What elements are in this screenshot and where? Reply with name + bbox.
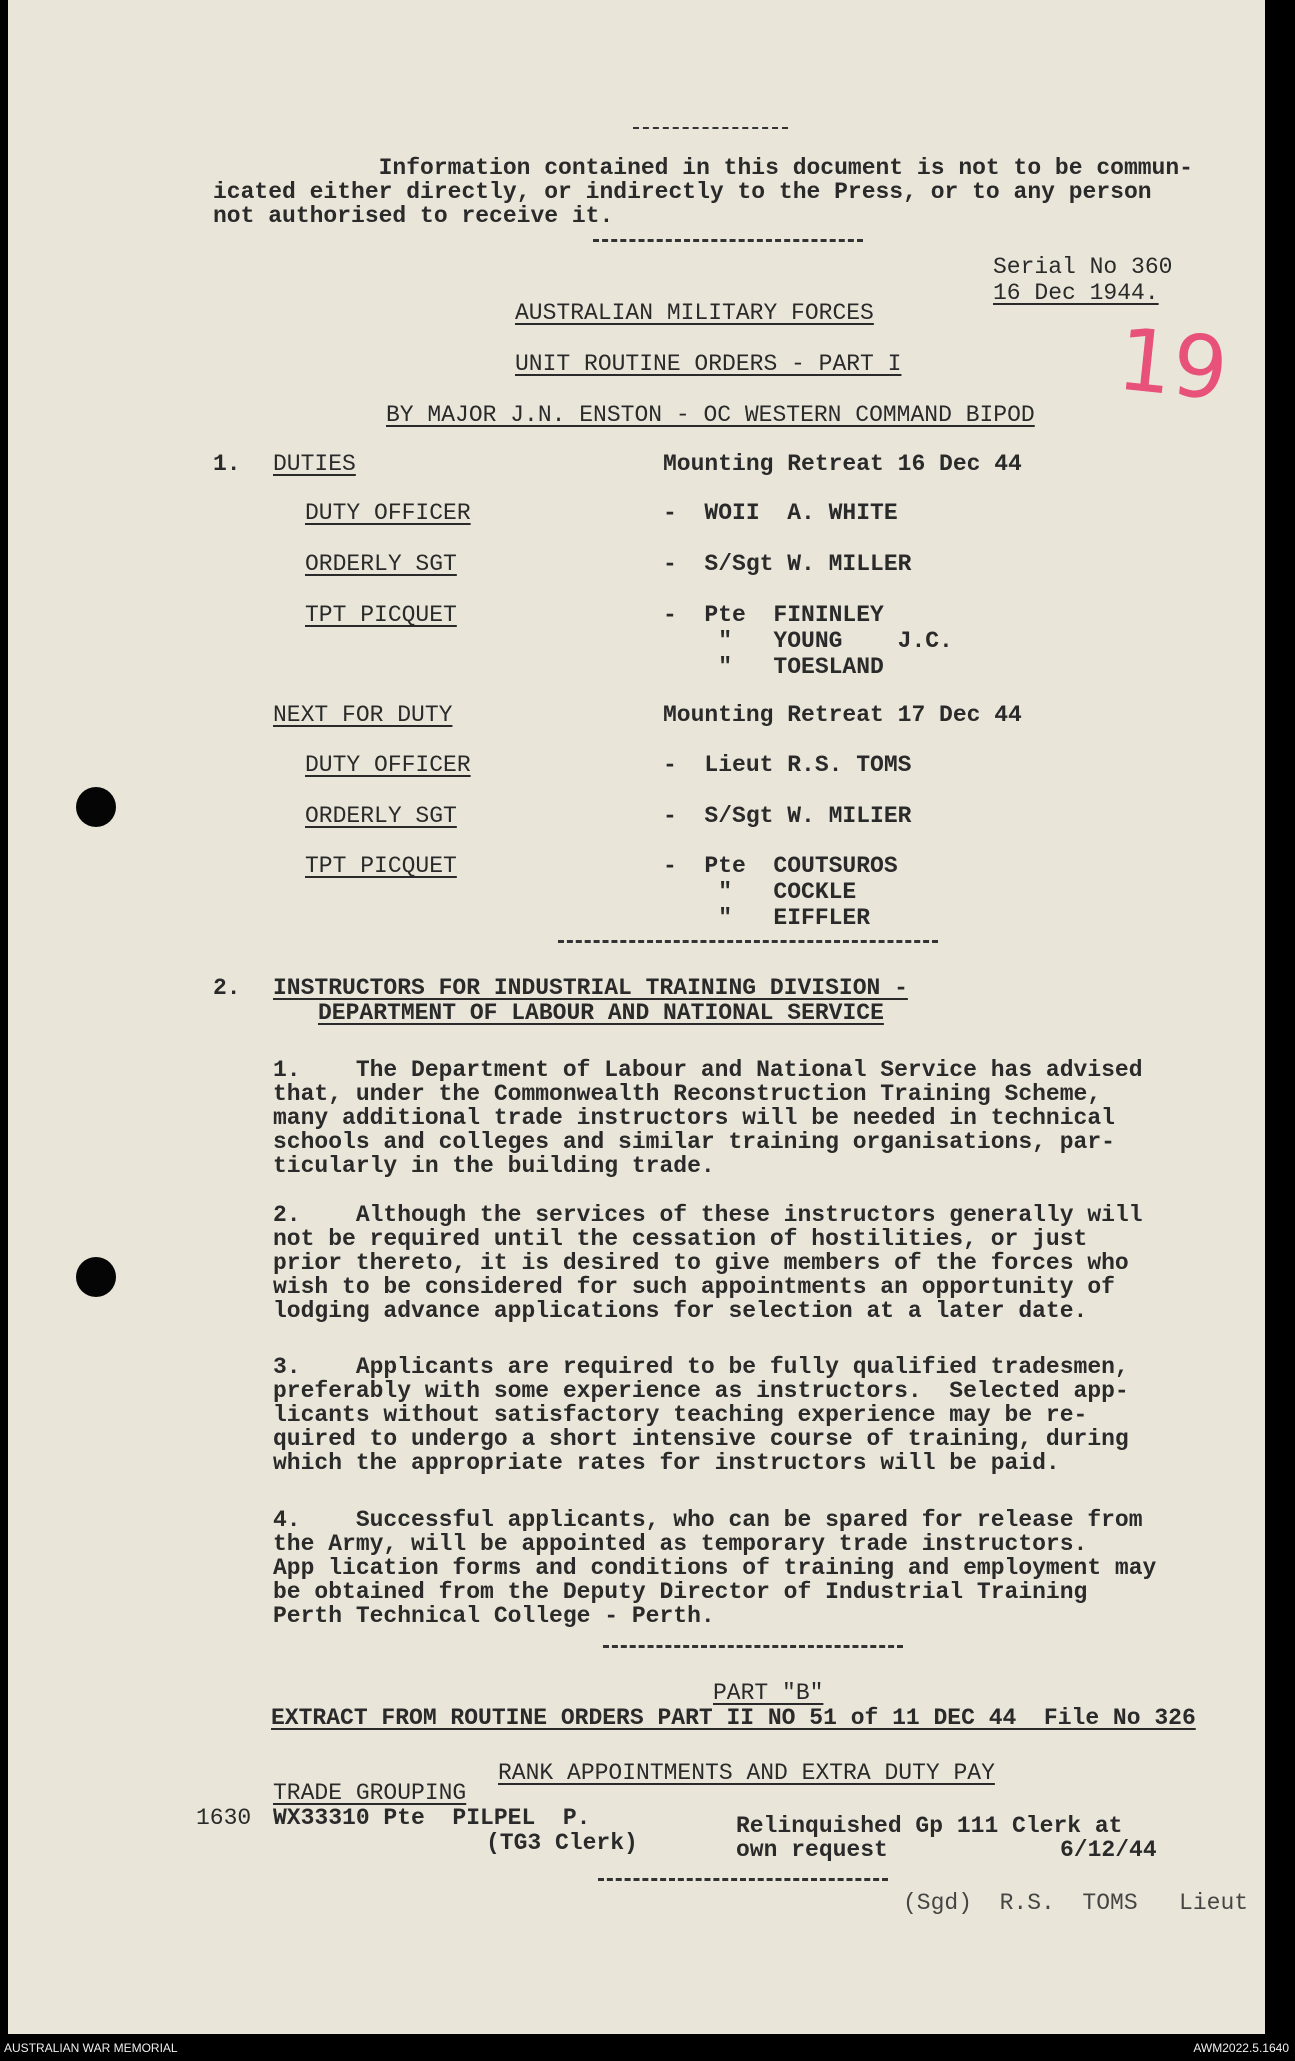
footer-right: AWM2022.5.1640	[1193, 2041, 1289, 2055]
part-b-rule	[598, 1878, 888, 1881]
section2-number: 2.	[213, 975, 241, 1001]
notice-line-3: not authorised to receive it.	[213, 203, 614, 229]
notice-rule	[593, 239, 863, 242]
orderly-value: - S/Sgt W. MILLER	[663, 551, 912, 577]
trade-grouping: TRADE GROUPING	[273, 1780, 467, 1806]
section2-para-1: 1. The Department of Labour and National Service has advised that, under the Commonwealth Reconstruction Training Scheme, many additional trade instructors will be needed in technical schools and colleges and similar training organisations, par- ticularly in the building trade.	[273, 1057, 1143, 1179]
punch-hole-top	[76, 787, 116, 827]
entry-number: 1630	[196, 1805, 252, 1831]
section1-heading: DUTIES	[273, 451, 356, 477]
part-b-title: PART "B"	[713, 1680, 824, 1706]
section2-heading-1: INSTRUCTORS FOR INDUSTRIAL TRAINING DIVISION -	[273, 975, 908, 1001]
top-rule	[633, 127, 788, 129]
duty-label: DUTY OFFICER	[305, 500, 471, 526]
next-duty-label: DUTY OFFICER	[305, 752, 471, 778]
next-orderly-value: - S/Sgt W. MILIER	[663, 803, 912, 829]
serial-date: 16 Dec 1944.	[993, 280, 1159, 306]
orderly-label: ORDERLY SGT	[305, 551, 457, 577]
picquet-value: - Pte FININLEY " YOUNG J.C. " TOESLAND	[663, 602, 953, 680]
handwritten-page-number: 19	[1113, 309, 1233, 421]
document-page	[8, 0, 1265, 2034]
entry-person: WX33310 Pte PILPEL P.	[273, 1805, 591, 1831]
entry-date: 6/12/44	[1060, 1837, 1157, 1863]
notice-line-2: icated either directly, or indirectly to the Press, or to any person	[213, 179, 1152, 205]
entry-note-2: own request	[736, 1837, 888, 1863]
section2-rule	[603, 1645, 903, 1648]
title-by: BY MAJOR J.N. ENSTON - OC WESTERN COMMAND BIPOD	[386, 402, 1035, 428]
section2-heading-2: DEPARTMENT OF LABOUR AND NATIONAL SERVICE	[318, 1000, 884, 1026]
section1-number: 1.	[213, 451, 241, 477]
signature-line: (Sgd) R.S. TOMS Lieut	[903, 1890, 1249, 1916]
title-forces: AUSTRALIAN MILITARY FORCES	[515, 300, 874, 326]
next-picquet-value: - Pte COUTSUROS " COCKLE " EIFFLER	[663, 853, 898, 931]
part-b-extract: EXTRACT FROM ROUTINE ORDERS PART II NO 51 of 11 DEC 44 File No 326	[271, 1705, 1196, 1731]
title-orders: UNIT ROUTINE ORDERS - PART I	[515, 351, 902, 377]
section1-mounting: Mounting Retreat 16 Dec 44	[663, 451, 1022, 477]
punch-hole-bottom	[76, 1257, 116, 1297]
footer-left: AUSTRALIAN WAR MEMORIAL	[4, 2041, 178, 2055]
next-duty-heading: NEXT FOR DUTY	[273, 702, 453, 728]
duty-value: - WOII A. WHITE	[663, 500, 898, 526]
picquet-label: TPT PICQUET	[305, 602, 457, 628]
notice-line-1: Information contained in this document is not to be commun-	[213, 155, 1193, 181]
section2-para-2: 2. Although the services of these instructors generally will not be required until the cessation of hostilities, or just prior thereto, it is desired to give members of the forces who wish to be considered for such appointments an opportunity of lodging advance applications for selection at a later date.	[273, 1202, 1143, 1324]
next-picquet-label: TPT PICQUET	[305, 853, 457, 879]
next-orderly-label: ORDERLY SGT	[305, 803, 457, 829]
entry-person-sub: (TG3 Clerk)	[486, 1830, 638, 1856]
serial-number: Serial No 360	[993, 254, 1173, 280]
next-duty-value: - Lieut R.S. TOMS	[663, 752, 912, 778]
entry-note-1: Relinquished Gp 111 Clerk at	[736, 1813, 1123, 1839]
next-duty-mounting: Mounting Retreat 17 Dec 44	[663, 702, 1022, 728]
rank-heading: RANK APPOINTMENTS AND EXTRA DUTY PAY	[498, 1760, 995, 1786]
section2-para-3: 3. Applicants are required to be fully qualified tradesmen, preferably with some experience as instructors. Selected app- licants without satisfactory teaching experience may be re- quired to undergo a short intensive course of training, during which the appropriate rates for instructors will be paid.	[273, 1354, 1129, 1476]
section1-rule	[558, 940, 938, 943]
section2-para-4: 4. Successful applicants, who can be spared for release from the Army, will be appointed as temporary trade instructors. App lication forms and conditions of training and employment may be obtained from the Deputy Director of Industrial Training Perth Technical College - Perth.	[273, 1507, 1157, 1629]
